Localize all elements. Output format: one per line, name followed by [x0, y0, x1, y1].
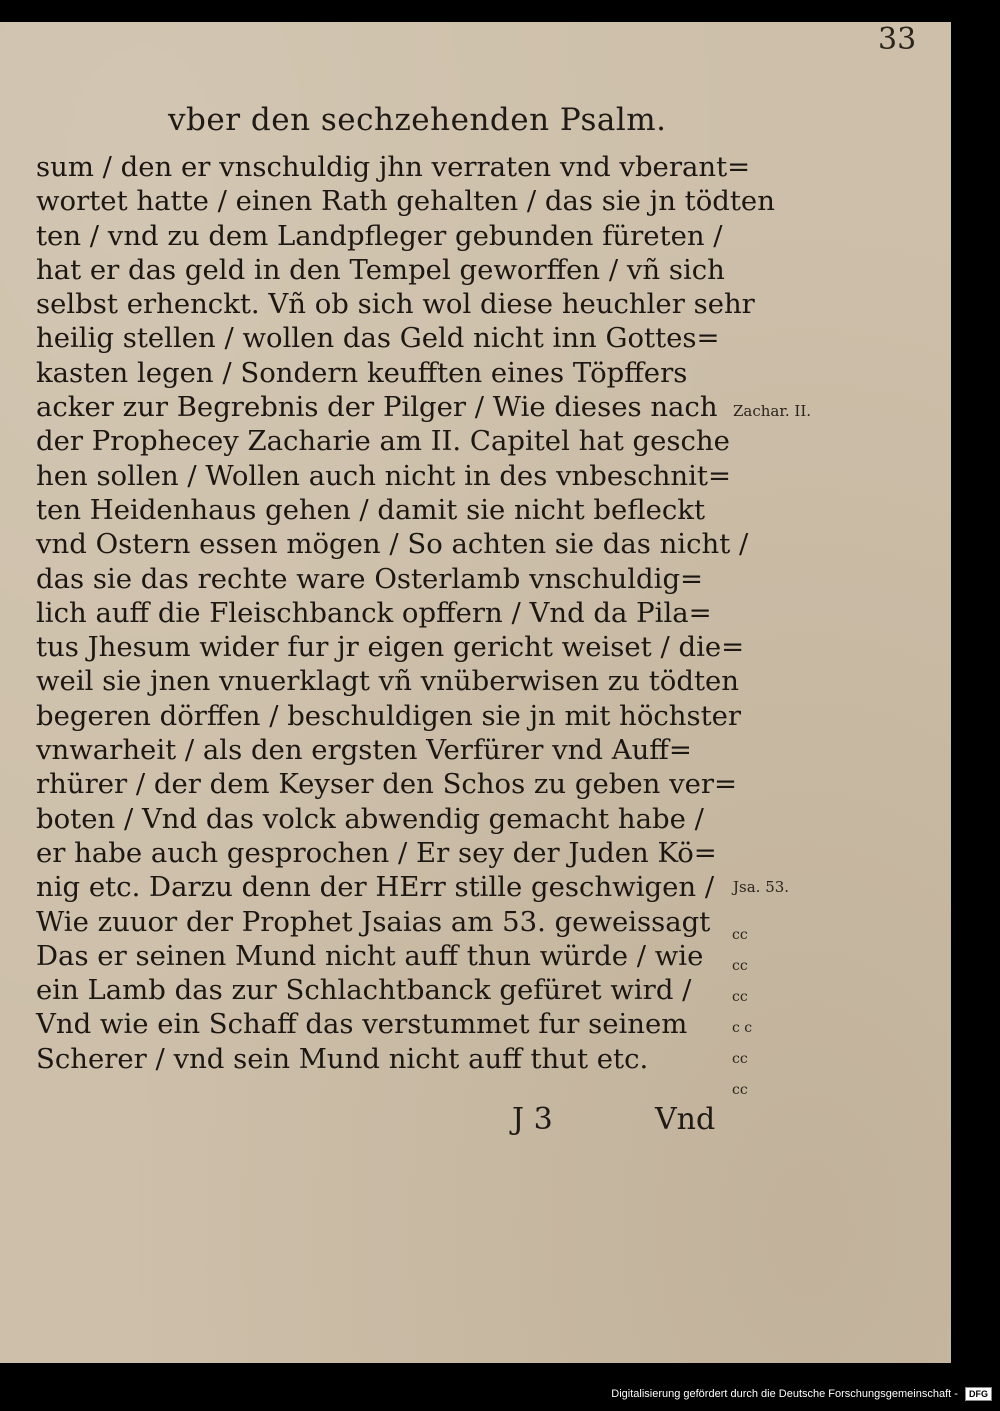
text-line: heilig stellen / wollen das Geld nicht inn Gottes= — [36, 322, 720, 355]
text-line: sum / den er vnschuldig jhn verraten vnd vberant= — [36, 151, 751, 183]
text-line: lich auff die Fleischbanck opffern / Vnd da Pila= — [36, 596, 712, 629]
text-line: kasten legen / Sondern keufften eines Töpffers — [36, 356, 688, 389]
text-line: ten Heidenhaus gehen / damit sie nicht befleckt — [36, 493, 706, 526]
text-line: begeren dörffen / beschuldigen sie jn mit höchster — [36, 699, 742, 732]
text-line: ein Lamb das zur Schlachtbanck gefüret wird / — [36, 974, 692, 1007]
text-line: das sie das rechte ware Osterlamb vnschuldig= — [36, 562, 704, 595]
text-line: boten / Vnd das volck abwendig gemacht habe / — [36, 802, 704, 835]
text-line: tus Jhesum wider fur jr eigen gericht weiset / die= — [36, 631, 745, 664]
text-line: er habe auch gesprochen / Er sey der Juden Kö= — [36, 836, 717, 869]
text-line: Scherer / vnd sein Mund nicht auff thut etc. — [36, 1042, 649, 1075]
folio-number: 33 — [878, 22, 917, 57]
quote-mark: cc — [732, 1082, 748, 1098]
text-line: Wie zuuor der Prophet Jsaias am 53. geweissagt — [36, 905, 711, 938]
text-line: vnwarheit / als den ergsten Verfürer vnd Auff= — [36, 734, 692, 767]
marginal-note-isa: Jsa. 53. — [733, 878, 790, 896]
text-line: nig etc. Darzu denn der HErr stille geschwigen / — [36, 871, 715, 904]
text-line: der Prophecey Zacharie am II. Capitel hat gesche — [36, 425, 730, 458]
text-line: weil sie jnen vnuerklagt vñ vnüberwisen zu tödten — [36, 665, 739, 698]
footer-credit — [611, 1387, 992, 1401]
text-line: hat er das geld in den Tempel geworffen / vñ sich — [36, 253, 725, 286]
text-line: ten / vnd zu dem Landpfleger gebunden füreten / — [36, 219, 723, 252]
text-line: hen sollen / Wollen auch nicht in des vnbeschnit= — [36, 459, 732, 492]
footer-text: Digitalisierung gefördert durch die Deutsche Forschungsgemeinschaft - — [611, 1388, 958, 1400]
document-page — [0, 22, 951, 1363]
signature-mark: J 3 — [512, 1102, 553, 1137]
running-header: vber den sechzehenden Psalm. — [168, 102, 667, 138]
text-line: selbst erhenckt. Vñ ob sich wol diese heuchler sehr — [36, 288, 755, 321]
quote-mark: cc — [732, 958, 748, 974]
quote-mark: cc — [732, 927, 748, 943]
text-line: wortet hatte / einen Rath gehalten / das sie jn tödten — [36, 185, 775, 218]
text-line: Vnd wie ein Schaff das verstummet fur seinem — [36, 1008, 688, 1041]
marginal-note-zachar: Zachar. II. — [733, 402, 812, 420]
quotation-marks-column — [732, 920, 752, 1106]
text-line: acker zur Begrebnis der Pilger / Wie dieses nach — [36, 391, 718, 424]
quote-mark: cc — [732, 1051, 748, 1067]
text-line: vnd Ostern essen mögen / So achten sie das nicht / — [36, 528, 749, 561]
quote-mark: c c — [732, 1020, 753, 1036]
text-line: rhürer / der dem Keyser den Schos zu geben ver= — [36, 768, 738, 801]
text-line: Das er seinen Mund nicht auff thun würde / wie — [36, 939, 704, 972]
quote-mark: cc — [732, 989, 748, 1005]
catchword: Vnd — [655, 1102, 716, 1137]
dfg-logo-icon: DFG — [965, 1387, 992, 1401]
